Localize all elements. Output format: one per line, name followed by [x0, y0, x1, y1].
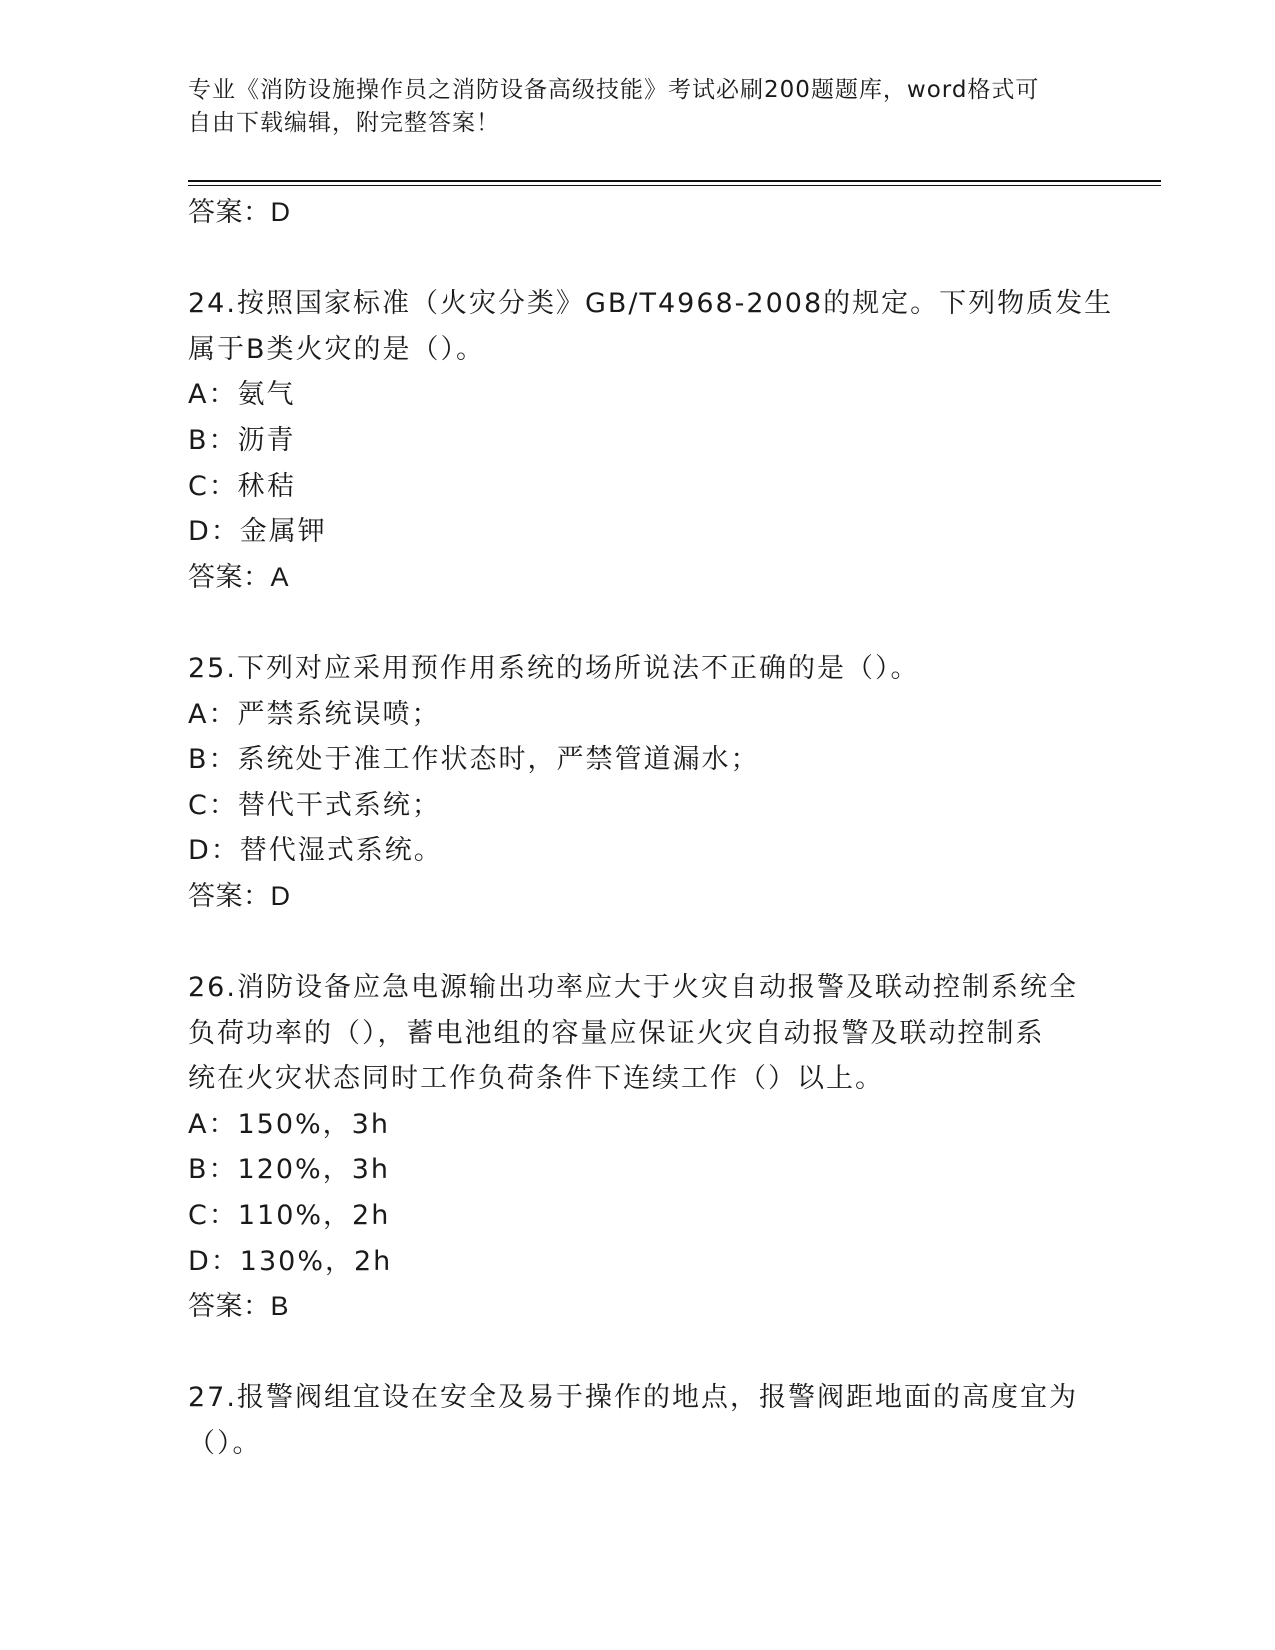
question-block	[188, 281, 1114, 600]
question-block	[188, 646, 1088, 920]
option-d: D：130%，2h	[188, 1245, 393, 1277]
option-a: A：150%，3h	[188, 1108, 390, 1140]
question-stem: 属于B类火灾的是（）。	[188, 333, 486, 365]
answer-line: 答案：A	[188, 561, 290, 592]
option-d: D：金属钾	[188, 516, 327, 548]
question-stem: 26.消防设备应急电源输出功率应大于火灾自动报警及联动控制系统全	[188, 972, 1078, 1004]
question-stem: 统在火灾状态同时工作负荷条件下连续工作（）以上。	[188, 1063, 884, 1095]
header-rule-thin	[188, 185, 1161, 186]
option-b: B：沥青	[188, 424, 296, 456]
question-stem: 27.报警阀组宜设在安全及易于操作的地点，报警阀距地面的高度宜为	[188, 1382, 1078, 1414]
option-a: A：严禁系统误喷；	[188, 698, 441, 730]
spacer	[188, 600, 1088, 646]
option-c: C：替代干式系统；	[188, 789, 441, 821]
spacer	[188, 236, 1088, 282]
option-b: B：系统处于准工作状态时，严禁管道漏水；	[188, 744, 760, 776]
question-list	[188, 190, 1114, 1467]
question-stem: 25.下列对应采用预作用系统的场所说法不正确的是（）。	[188, 652, 920, 684]
header-line-1: 专业《消防设施操作员之消防设备高级技能》考试必刷200题题库，word格式可	[188, 77, 1040, 103]
option-a: A：氨气	[188, 379, 296, 411]
answer-line: 答案：D	[188, 880, 291, 911]
spacer	[188, 1330, 1088, 1376]
header-line-2: 自由下载编辑，附完整答案！	[188, 110, 500, 136]
option-c: C：秫秸	[188, 470, 296, 502]
answer-line: 答案：B	[188, 1291, 290, 1322]
question-stem: 24.按照国家标准（火灾分类》GB/T4968-2008的规定。下列物质发生	[188, 288, 1114, 320]
question-block	[188, 965, 1088, 1330]
question-block	[188, 1375, 1088, 1466]
document-header	[188, 74, 1088, 140]
option-b: B：120%，3h	[188, 1154, 391, 1186]
option-c: C：110%，2h	[188, 1200, 391, 1232]
spacer	[188, 920, 1088, 966]
question-stem: （）。	[188, 1428, 262, 1460]
header-rule-thick	[188, 180, 1161, 182]
option-d: D：替代湿式系统。	[188, 835, 443, 867]
answer-line: 答案：D	[188, 197, 291, 227]
question-stem: 负荷功率的（），蓄电池组的容量应保证火灾自动报警及联动控制系	[188, 1017, 1045, 1049]
